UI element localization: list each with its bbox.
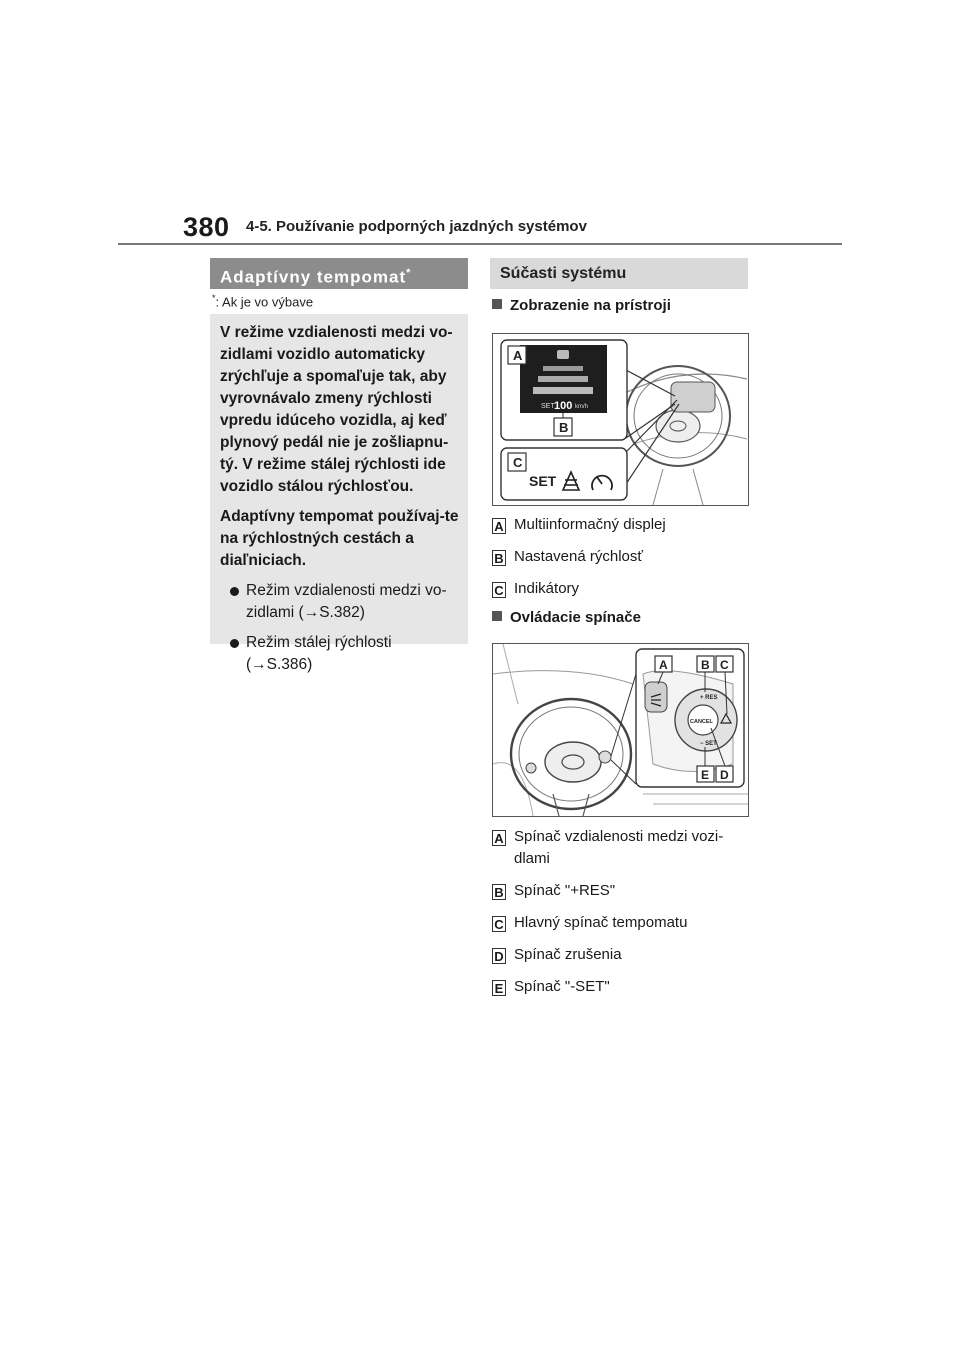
callout-b: B bbox=[701, 658, 710, 672]
legend-key: A bbox=[492, 518, 506, 534]
legend-display-a bbox=[492, 518, 748, 540]
legend-switch-b bbox=[492, 884, 748, 906]
figure-instrument-display bbox=[492, 333, 749, 506]
bullet-constant-speed-mode: Režim stálej rýchlosti (→S.386) bbox=[220, 632, 462, 676]
indicator-set-text: SET bbox=[529, 473, 557, 489]
footnote-mark: * bbox=[212, 293, 216, 303]
legend-switch-c bbox=[492, 916, 748, 938]
legend-key: E bbox=[492, 980, 506, 996]
legend-key: A bbox=[492, 830, 506, 846]
chapter-title: 4-5. Používanie podporných jazdných systémov bbox=[246, 218, 587, 235]
section-title-adaptive-cruise bbox=[210, 258, 468, 289]
legend-key: B bbox=[492, 550, 506, 566]
title-footnote-mark: * bbox=[406, 267, 412, 279]
legend-display-b bbox=[492, 550, 748, 572]
subheading-display bbox=[492, 297, 671, 314]
subheading-display-text: Zobrazenie na prístroji bbox=[510, 297, 671, 314]
legend-text: Spínač "+RES" bbox=[514, 882, 616, 899]
callout-e: E bbox=[701, 768, 710, 782]
display-speed-value: 100 bbox=[554, 400, 573, 412]
cancel-label: CANCEL bbox=[690, 719, 713, 725]
callout-a: A bbox=[513, 348, 523, 363]
bullet-distance-mode: Režim vzdialenosti medzi vo-zidlami (→S.382) bbox=[220, 580, 462, 624]
legend-text: Spínač "-SET" bbox=[514, 978, 610, 995]
distance-switch-shape bbox=[645, 682, 667, 712]
header-rule bbox=[118, 243, 842, 245]
intro-paragraph-1: V režime vzdialenosti medzi vo-zidlami vozidlo automaticky zrýchľuje a spomaľuje tak, aby vyrovnávalo zmeny rýchlosti vpredu idúceho vozidla, aj keď plynový pedál nie je zošliapnu-tý. V režime stálej rýchlosti ide vozidlo stálou rýchlosťou. bbox=[220, 324, 453, 495]
set-label: − SET bbox=[700, 741, 717, 747]
footnote bbox=[212, 293, 313, 309]
legend-display-c bbox=[492, 582, 748, 604]
callout-c: C bbox=[513, 455, 523, 470]
legend-key: C bbox=[492, 916, 506, 932]
subheading-switches-text: Ovládacie spínače bbox=[510, 609, 641, 626]
figure-control-switches bbox=[492, 643, 749, 817]
legend-text: Spínač zrušenia bbox=[514, 946, 622, 963]
instrument-display-illustration bbox=[493, 334, 748, 505]
callout-d: D bbox=[720, 768, 729, 782]
square-bullet-icon bbox=[492, 611, 502, 621]
legend-key: C bbox=[492, 582, 506, 598]
legend-text: Hlavný spínač tempomatu bbox=[514, 914, 688, 931]
intro-paragraph-2: Adaptívny tempomat používaj-te na rýchlostných cestách a diaľniciach. bbox=[220, 508, 459, 569]
square-bullet-icon bbox=[492, 299, 502, 309]
legend-key: D bbox=[492, 948, 506, 964]
legend-key: B bbox=[492, 884, 506, 900]
legend-text: Nastavená rýchlosť bbox=[514, 548, 644, 565]
callout-b: B bbox=[559, 420, 569, 435]
footnote-text: : Ak je vo výbave bbox=[215, 294, 314, 310]
legend-text: Multiinformačný displej bbox=[514, 516, 666, 533]
callout-a: A bbox=[659, 658, 668, 672]
legend-text: Indikátory bbox=[514, 580, 580, 597]
legend-text: Spínač vzdialenosti medzi vozi-dlami bbox=[514, 828, 724, 867]
callout-c: C bbox=[720, 658, 729, 672]
control-switches-illustration bbox=[493, 644, 748, 816]
meter-cluster-shape bbox=[671, 382, 715, 412]
intro-box bbox=[210, 314, 468, 673]
display-set-label: SET bbox=[541, 403, 555, 410]
display-speed-unit: km/h bbox=[575, 404, 589, 410]
legend-switch-e bbox=[492, 980, 748, 1002]
legend-switch-d bbox=[492, 948, 748, 970]
legend-switch-a bbox=[492, 830, 748, 874]
res-label: + RES bbox=[700, 695, 718, 701]
subheading-switches bbox=[492, 609, 641, 626]
page-number: 380 bbox=[183, 212, 230, 242]
section-title-text: Adaptívny tempomat bbox=[220, 267, 407, 287]
section-title-components: Súčasti systému bbox=[490, 258, 748, 289]
